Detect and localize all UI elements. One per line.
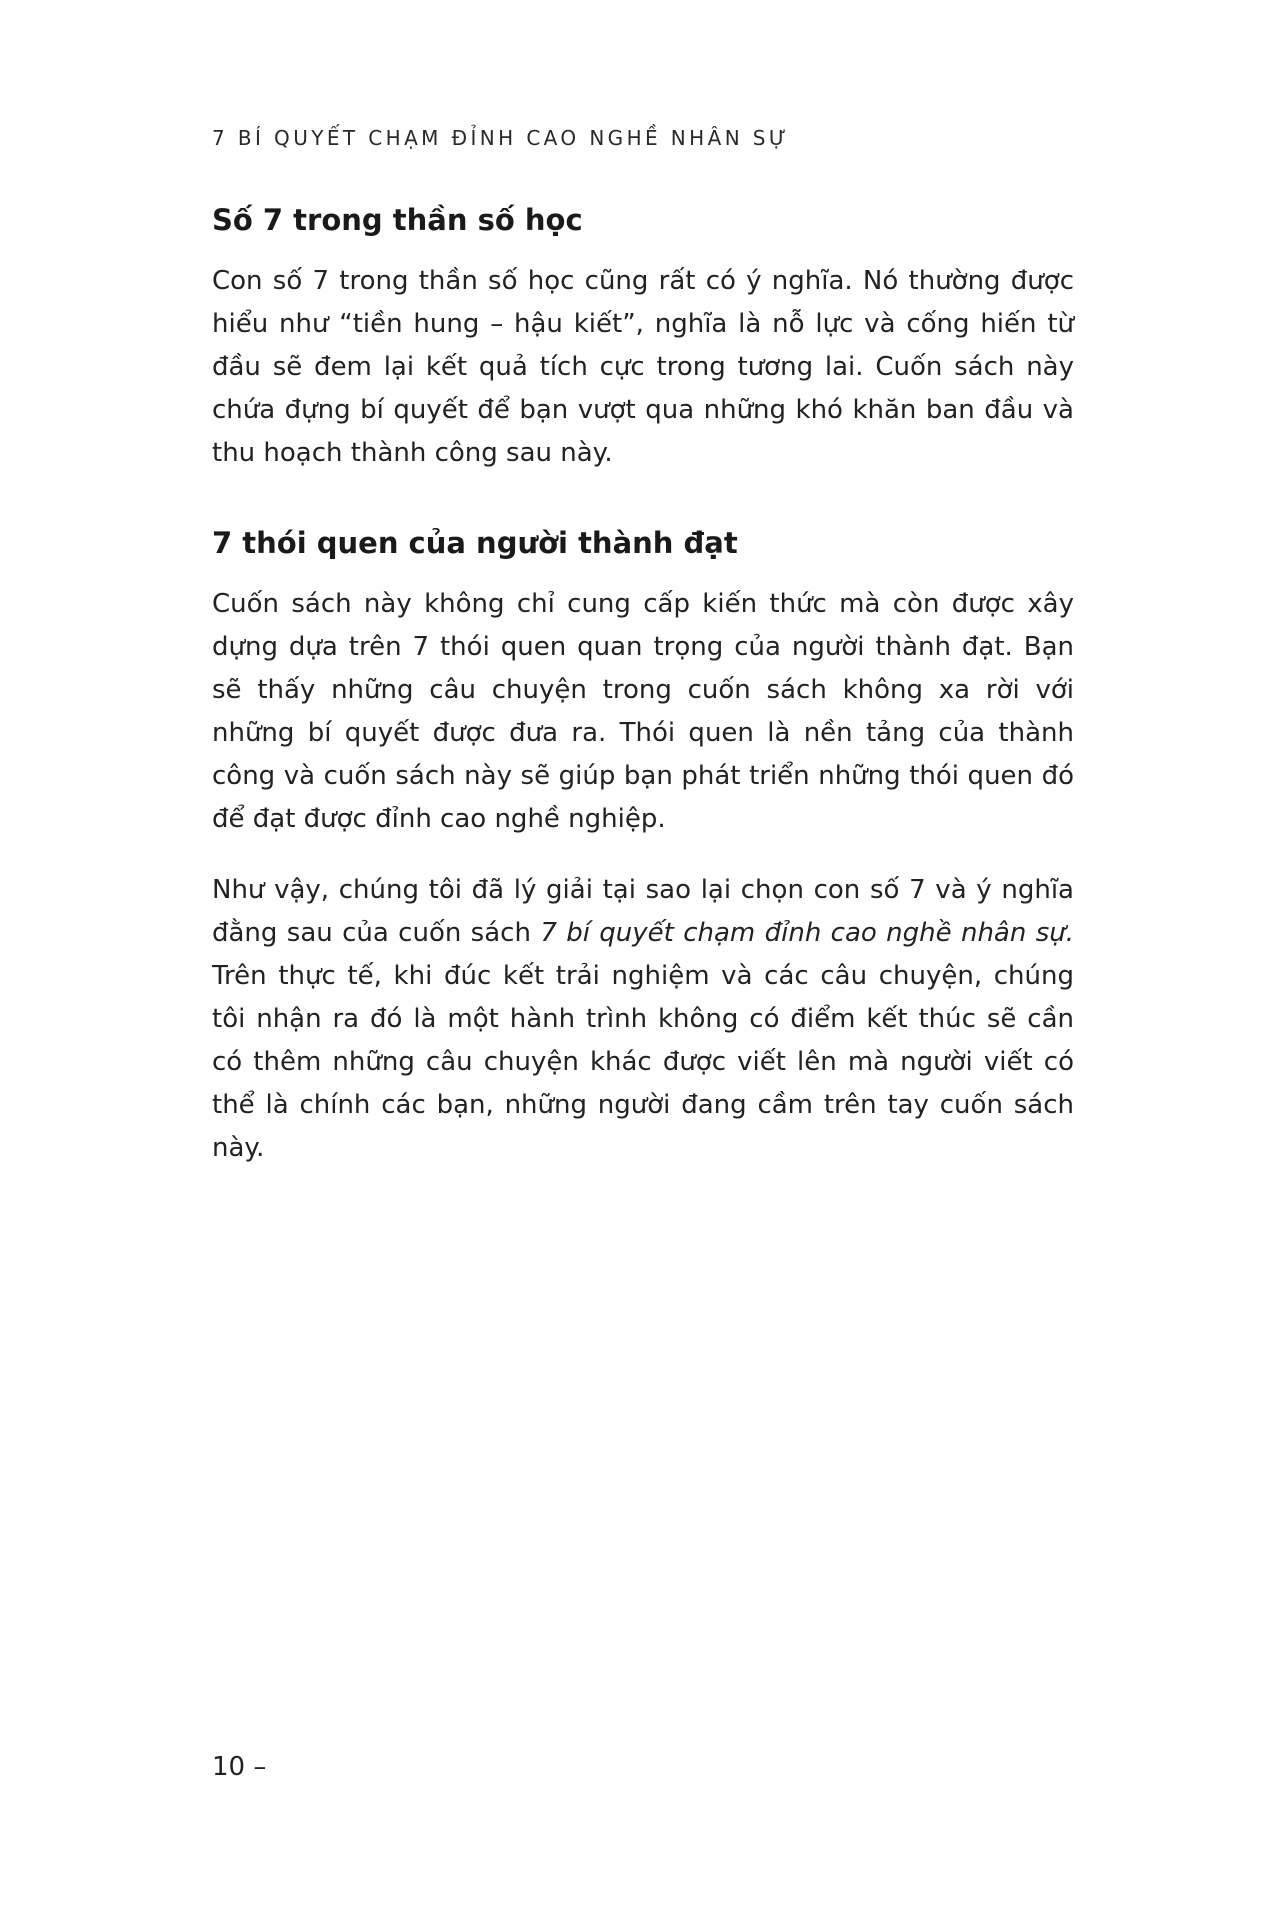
book-title-italic: 7 bí quyết chạm đỉnh cao nghề nhân sự. — [540, 918, 1074, 948]
section-heading: 7 thói quen của người thành đạt — [212, 526, 738, 560]
body-paragraph: Cuốn sách này không chỉ cung cấp kiến thức mà còn được xây dựng dựa trên 7 thói quen quan trọng của người thành đạt. Bạn sẽ thấy những câu chuyện trong cuốn sách không xa rời với những bí quyết được đưa ra. Thói quen là nền tảng của thành công và cuốn sách này sẽ giúp bạn phát triển những thói quen đó để đạt được đỉnh cao nghề nghiệp. — [212, 589, 1074, 834]
running-head: 7 BÍ QUYẾT CHẠM ĐỈNH CAO NGHỀ NHÂN SỰ — [212, 126, 790, 150]
closing-text-before-title: Như vậy, chúng tôi đã lý giải tại sao lại chọn con số 7 và ý nghĩa đằng sau của cuốn sách — [212, 875, 1074, 948]
section-heading: Số 7 trong thần số học — [212, 203, 583, 237]
body-paragraph: Con số 7 trong thần số học cũng rất có ý nghĩa. Nó thường được hiểu như “tiền hung – hậu kiết”, nghĩa là nỗ lực và cống hiến từ đầu sẽ đem lại kết quả tích cực trong tương lai. Cuốn sách này chứa đựng bí quyết để bạn vượt qua những khó khăn ban đầu và thu hoạch thành công sau này. — [212, 266, 1074, 468]
section-numerology — [212, 200, 1074, 475]
page-number: 10 – — [212, 1752, 267, 1782]
page-content — [212, 200, 1074, 1170]
section-seven-habits — [212, 523, 1074, 1170]
closing-paragraph — [212, 869, 1074, 1170]
closing-text-after-title: Trên thực tế, khi đúc kết trải nghiệm và các câu chuyện, chúng tôi nhận ra đó là một hành trình không có điểm kết thúc sẽ cần có thêm những câu chuyện khác được viết lên mà người viết có thể là chính các bạn, những người đang cầm trên tay cuốn sách này. — [212, 961, 1074, 1163]
